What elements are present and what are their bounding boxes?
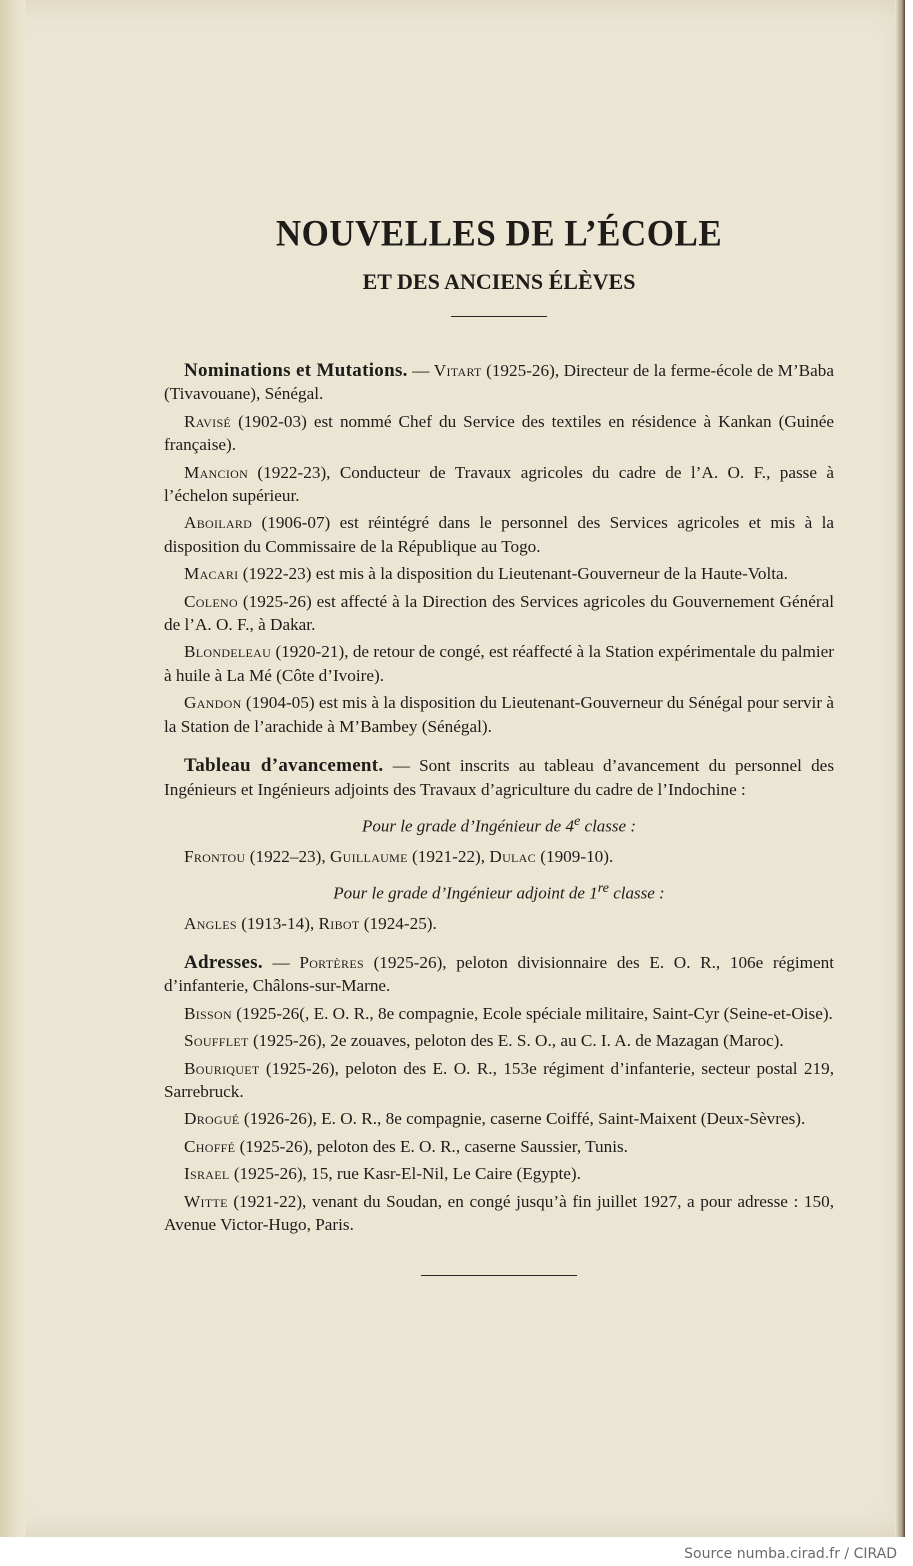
nomination-entry (164, 461, 834, 508)
entry-name: Gandon (184, 693, 242, 713)
entry-name: Portères (299, 953, 364, 973)
nominations-heading: Nominations et Mutations. (184, 360, 408, 381)
tableau-heading: Tableau d’avancement. (184, 755, 384, 777)
entry-name: Frontou (184, 846, 246, 866)
tableau-intro-text: Sont inscrits au tableau d’avancement du personnel des Ingénieurs et Ingénieurs adjoints des Travaux d’agriculture du cadre de l’Indochine : (164, 756, 835, 799)
grade-1-heading: Pour le grade d’Ingénieur de 4e classe : (362, 812, 636, 836)
nomination-entry (164, 590, 834, 637)
entry-text: (1925-26), 2e zouaves, peloton des E. S. O., au C. I. A. de Mazagan (Maroc). (248, 1031, 784, 1051)
entry-text: (1920-21), de retour de congé, est réaffecté à la Station expérimentale du palmier à huile à La Mé (Côte d’Ivoire). (164, 642, 834, 685)
entry-name: Coleno (184, 591, 238, 611)
address-entry (164, 1002, 834, 1025)
entry-text: (1922-23) est mis à la disposition du Lieutenant-Gouverneur de la Haute-Volta. (238, 564, 788, 584)
adresses-heading: Adresses. (184, 952, 263, 974)
entry-name: Angles (184, 913, 237, 933)
address-entry (164, 1190, 834, 1237)
entry-text: (1904-05) est mis à la disposition du Lieutenant-Gouverneur du Sénégal pour servir à la Station de l’arachide à M’Bambey (Sénégal). (164, 693, 834, 736)
page-right-edge (895, 0, 905, 1537)
page-content (164, 210, 834, 1276)
entry-text: (1921-22), venant du Soudan, en congé jusqu’à fin juillet 1927, a pour adresse : 150, Avenue Victor-Hugo, Paris. (164, 1191, 834, 1235)
entry-name: Mancion (184, 462, 249, 482)
entry-name: Ravisé (184, 411, 232, 431)
grade-2-names: Angles (1913-14), Ribot (1924-25). (184, 913, 437, 933)
entry-name: Vitart (433, 361, 482, 380)
entry-name: Macari (184, 564, 239, 584)
nominations-section (164, 359, 834, 738)
address-entry (164, 1029, 834, 1052)
page-title: NOUVELLES DE L’ÉCOLE (275, 212, 723, 255)
nomination-entry (164, 410, 834, 457)
entry-name: Guillaume (329, 846, 408, 866)
entry-text: (1906-07) est réintégré dans le personnel des Services agricoles et mis à la disposition du Commissaire de la République au Togo. (164, 513, 834, 556)
address-entry: Adresses. — Portères (1925-26), peloton divisionnaire des E. O. R., 106e régiment d’infanterie, Châlons-sur-Marne. (164, 952, 834, 996)
entry-name: Ribot (318, 913, 360, 933)
entry-text: (1925-26), peloton des E. O. R., 153e régiment d’infanterie, secteur postal 219, Sarrebruck. (164, 1058, 834, 1102)
entry-name: Drogué (184, 1109, 240, 1129)
entry-name: Bisson (184, 1003, 232, 1023)
entry-text: (1902-03) est nommé Chef du Service des textiles en résidence à Kankan (Guinée française). (164, 411, 834, 455)
entry-name: Dulac (489, 846, 536, 866)
entry-name: Israel (184, 1164, 230, 1184)
entry-text: (1926-26), E. O. R., 8e compagnie, caserne Coiffé, Saint-Maixent (Deux-Sèvres). (239, 1109, 806, 1129)
entry-name: Choffé (184, 1136, 236, 1156)
entry-name: Aboilard (184, 513, 253, 533)
entry-name: Witte (184, 1191, 228, 1211)
tableau-intro: Tableau d’avancement. — Sont inscrits au tableau d’avancement du personnel des Ingénieurs et Ingénieurs adjoints des Travaux d’agriculture du cadre de l’Indochine : (164, 755, 835, 799)
entry-name: Blondeleau (184, 642, 272, 662)
nomination-entry (164, 562, 834, 585)
address-entry (164, 1107, 834, 1130)
entry-text: (1925-26), peloton des E. O. R., caserne Saussier, Tunis. (235, 1136, 628, 1156)
nomination-entry (164, 691, 834, 738)
page-subtitle: ET DES ANCIENS ÉLÈVES (362, 269, 636, 294)
title-rule (451, 316, 547, 317)
address-entry (164, 1162, 834, 1185)
grade-1-names: Frontou (1922–23), Guillaume (1921-22), Dulac (1909-10). (184, 846, 614, 866)
entry-text: (1925-26), 15, rue Kasr-El-Nil, Le Caire (Egypte). (229, 1164, 581, 1184)
entry-text: (1925-26) est affecté à la Direction des Services agricoles du Gouvernement Général de l’A. O. F., à Dakar. (164, 591, 834, 635)
end-rule (421, 1275, 577, 1276)
tableau-section (164, 754, 834, 935)
entry-text: (1925-26(, E. O. R., 8e compagnie, Ecole spéciale militaire, Saint-Cyr (Seine-et-Oise). (231, 1003, 833, 1023)
adresses-section (164, 951, 834, 1236)
source-credit: Source numba.cirad.fr / CIRAD (684, 1546, 897, 1562)
entry-text: (1922-23), Conducteur de Travaux agricoles du cadre de l’A. O. F., passe à l’échelon supérieur. (164, 462, 834, 506)
entry-name: Bouriquet (184, 1058, 260, 1078)
nomination-entry (164, 511, 834, 558)
nomination-entry: Nominations et Mutations. — Vitart (1925-26), Directeur de la ferme-école de M’Baba (Tivavouane), Sénégal. (164, 360, 834, 404)
page-spine (0, 0, 26, 1537)
address-entry (164, 1135, 834, 1158)
entry-text: (1925-26), Directeur de la ferme-école de M’Baba (Tivavouane), Sénégal. (164, 361, 834, 404)
nomination-entry (164, 640, 834, 687)
grade-2-heading: Pour le grade d’Ingénieur adjoint de 1re classe : (333, 879, 665, 903)
entry-text: (1925-26), peloton divisionnaire des E. O. R., 106e régiment d’infanterie, Châlons-sur-Marne. (164, 953, 834, 996)
address-entry (164, 1057, 834, 1104)
entry-name: Soufflet (184, 1031, 249, 1051)
